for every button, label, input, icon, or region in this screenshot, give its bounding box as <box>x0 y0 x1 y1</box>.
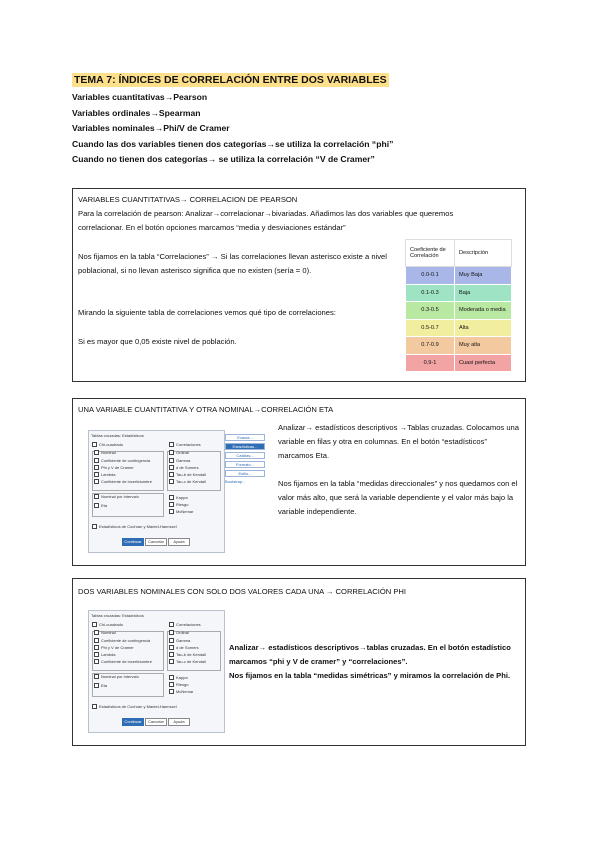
interval-label: Nominal por intervalo <box>94 494 139 499</box>
mcnemar-checkbox: McNemar <box>169 689 193 694</box>
eta-checkbox: Eta <box>94 503 107 508</box>
description-cell: Moderada o media <box>455 302 512 320</box>
checkbox: Phi y V de Cramer <box>94 645 134 650</box>
cancel-button: Cancelar <box>145 718 167 726</box>
description-cell: Muy Baja <box>455 267 512 285</box>
section-heading: VARIABLES CUANTITATIVAS→ CORRELACION DE PEARSON <box>78 195 298 204</box>
table-row <box>406 267 512 285</box>
paragraph: Analizar→ estadísticos descriptivos →Tablas cruzadas. Colocamos una variable en filas y otra en columnas. En el botón “estadísticos” marcamos Eta. <box>278 423 519 461</box>
continue-button: Continuar <box>122 718 144 726</box>
nominal-group <box>92 631 164 671</box>
cancel-button: Cancelar <box>145 538 167 546</box>
dialog-title: Tablas cruzadas: Estadísticos <box>91 613 144 618</box>
description-cell: Cuasi perfecta <box>455 354 512 372</box>
range-cell: 0.5-0.7 <box>406 319 455 337</box>
checkbox: Tau-c de Kendall <box>169 479 206 484</box>
correlation-table <box>405 239 512 372</box>
nominal-label: Nominal <box>94 630 116 635</box>
ordinal-group <box>167 451 221 491</box>
range-cell: 0.0-0.1 <box>406 267 455 285</box>
intro-line: Variables cuantitativas→Pearson <box>72 92 208 102</box>
ordinal-label: Ordinal <box>169 630 189 635</box>
intro-list <box>72 90 393 168</box>
nominal-group <box>92 451 164 491</box>
intro-line: Cuando no tienen dos categorías→ se utiliza la correlación “V de Cramer” <box>72 154 375 165</box>
interval-label: Nominal por intervalo <box>94 674 139 679</box>
nominal-label: Nominal <box>94 450 116 455</box>
checkbox: Tau-b de Kendall <box>169 652 206 657</box>
range-cell: 0.3-0.5 <box>406 302 455 320</box>
riesgo-checkbox: Riesgo <box>169 682 188 687</box>
continue-button: Continuar <box>122 538 144 546</box>
side-button: Bootstrap... <box>225 479 246 484</box>
range-cell: 0.7-0.9 <box>406 337 455 355</box>
checkbox: Tau-c de Kendall <box>169 659 206 664</box>
checkbox: Tau-b de Kendall <box>169 472 206 477</box>
paragraph: Mirando la siguiente tabla de correlaciones vemos qué tipo de correlaciones: <box>78 308 336 317</box>
table-row <box>406 354 512 372</box>
checkbox: Gamma <box>169 638 190 643</box>
table-row <box>406 284 512 302</box>
checkbox: Lambda <box>94 472 115 477</box>
ordinal-label: Ordinal <box>169 450 189 455</box>
checkbox: Coeficiente de contingencia <box>94 638 150 643</box>
paragraph: Analizar→ estadísticos descriptivos→tablas cruzadas. En el botón estadístico marcamos “phi y V de cramer” y “correlaciones”. <box>229 643 511 667</box>
section-eta <box>72 398 526 566</box>
correlations-checkbox: Correlaciones <box>169 442 201 447</box>
side-button: Casillas... <box>225 452 265 459</box>
chi-checkbox: Chi-cuadrado <box>92 622 123 627</box>
cochran-checkbox: Estadísticos de Cochran y Mantel-Haenszel <box>92 704 177 709</box>
statistics-dialog-image <box>88 610 225 733</box>
intro-line: Variables ordinales→Spearman <box>72 107 201 118</box>
paragraph: Nos fijamos en la tabla “Correlaciones” → Si las correlaciones llevan asterisco existe a nivel poblacional, si no llevan asterisco significa que no existen (sería = 0). <box>78 252 387 276</box>
help-button: Ayuda <box>168 538 190 546</box>
section-heading: UNA VARIABLE CUANTITATIVA Y OTRA NOMINAL→CORRELACIÓN ETA <box>78 405 334 414</box>
riesgo-checkbox: Riesgo <box>169 502 188 507</box>
description-cell: Baja <box>455 284 512 302</box>
range-cell: 0.9-1 <box>406 354 455 372</box>
table-row <box>406 319 512 337</box>
intro-line: Cuando las dos variables tienen dos categorías→se utiliza la correlación “phi” <box>72 138 394 149</box>
paragraph: Nos fijamos en la tabla “medidas direccionales” y nos quedamos con el valor más alto, que será la variable dependiente y el valor más bajo la variable independiente. <box>278 479 518 517</box>
column-header: Coeficiente de Correlación <box>406 240 455 267</box>
description-cell: Muy alta <box>455 337 512 355</box>
side-button: Estilo... <box>225 470 265 477</box>
section-phi <box>72 578 526 746</box>
side-button: Estadísticas... <box>225 443 265 450</box>
table-row <box>406 337 512 355</box>
section-heading: DOS VARIABLES NOMINALES CON SOLO DOS VALORES CADA UNA → CORRELACIÓN PHI <box>78 587 407 596</box>
statistics-dialog-image <box>88 430 225 553</box>
column-header: Descripción <box>455 240 512 267</box>
intro-line: Variables nominales→Phi/V de Cramer <box>72 123 230 134</box>
paragraph: Para la correlación de pearson: Analizar→correlacionar→bivariadas. Añadimos las dos variables que queremos correlacionar. En el botón opciones marcamos “media y desviaciones estándar” <box>78 209 454 233</box>
checkbox: Phi y V de Cramer <box>94 465 134 470</box>
side-buttons <box>225 434 265 486</box>
checkbox: Coeficiente de incertidumbre <box>94 659 152 664</box>
chi-checkbox: Chi-cuadrado <box>92 442 123 447</box>
checkbox: Coeficiente de contingencia <box>94 458 150 463</box>
dialog-title: Tablas cruzadas: Estadísticos <box>91 433 144 438</box>
side-button: Formato... <box>225 461 265 468</box>
ordinal-group <box>167 631 221 671</box>
eta-checkbox: Eta <box>94 683 107 688</box>
cochran-checkbox: Estadísticos de Cochran y Mantel-Haenszel <box>92 524 177 529</box>
section-pearson <box>72 188 526 382</box>
paragraph: Si es mayor que 0,05 existe nivel de población. <box>78 337 237 346</box>
kappa-checkbox: Kappa <box>169 495 188 500</box>
table-row <box>406 302 512 320</box>
paragraph: Nos fijamos en la tabla “medidas simétricas” y miramos la correlación de Phi. <box>229 671 511 680</box>
checkbox: Gamma <box>169 458 190 463</box>
page-title: TEMA 7: ÍNDICES DE CORRELACIÓN ENTRE DOS VARIABLES <box>74 74 387 86</box>
help-button: Ayuda <box>168 718 190 726</box>
side-button: Exacta... <box>225 434 265 441</box>
kappa-checkbox: Kappa <box>169 675 188 680</box>
checkbox: Lambda <box>94 652 115 657</box>
mcnemar-checkbox: McNemar <box>169 509 193 514</box>
correlations-checkbox: Correlaciones <box>169 622 201 627</box>
checkbox: Coeficiente de incertidumbre <box>94 479 152 484</box>
range-cell: 0.1-0.3 <box>406 284 455 302</box>
checkbox: d de Somers <box>169 465 199 470</box>
checkbox: d de Somers <box>169 645 199 650</box>
description-cell: Alta <box>455 319 512 337</box>
